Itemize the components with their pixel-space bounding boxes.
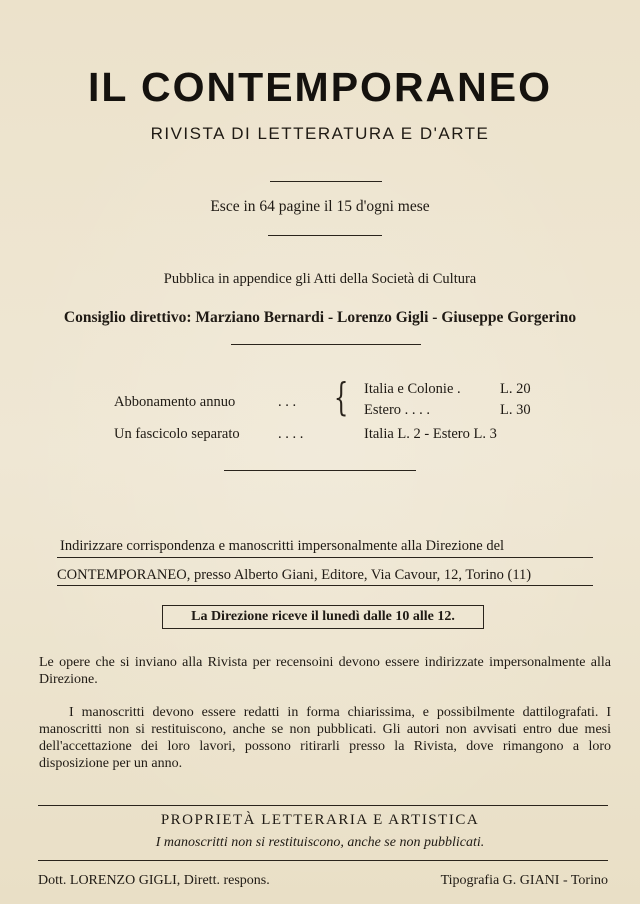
leader-dots: . . .	[278, 394, 297, 410]
divider	[38, 805, 608, 806]
property-subtitle: I manoscritti non si restituiscono, anche se non pubblicati.	[155, 835, 485, 850]
italy-rate-label: Italia e Colonie .	[364, 381, 461, 397]
reviews-note: Le opere che si inviano alla Rivista per recensoini devono essere indirizzate impersonalmente alla Direzione.	[39, 655, 611, 687]
underline	[57, 557, 593, 558]
editorial-board: Consiglio direttivo: Marziano Bernardi - Lorenzo Gigli - Giuseppe Gorgerino	[63, 309, 577, 326]
divider	[268, 235, 382, 236]
divider	[270, 181, 382, 182]
single-issue-prices: Italia L. 2 - Estero L. 3	[364, 426, 497, 442]
single-issue-label: Un fascicolo separato	[114, 426, 240, 442]
journal-title: IL CONTEMPORANEO	[87, 64, 553, 110]
address-line-1: Indirizzare corrispondenza e manoscritti impersonalmente alla Direzione del	[60, 538, 505, 554]
leader-dots: . . . .	[278, 426, 304, 442]
address-line-2: CONTEMPORANEO, presso Alberto Giani, Editore, Via Cavour, 12, Torino (11)	[57, 567, 532, 583]
divider	[224, 470, 416, 471]
brace: {	[333, 375, 349, 419]
director-credit: Dott. LORENZO GIGLI, Dirett. respons.	[38, 873, 270, 888]
italy-rate-price: L. 20	[500, 381, 531, 397]
underline	[57, 585, 593, 586]
journal-subtitle: RIVISTA DI LETTERATURA E D'ARTE	[150, 124, 490, 143]
abroad-rate-label: Estero . . . .	[364, 402, 431, 418]
abroad-rate-price: L. 30	[500, 402, 531, 418]
annual-subscription-label: Abbonamento annuo	[114, 394, 236, 410]
printer-credit: Tipografia G. GIANI - Torino	[440, 873, 608, 888]
office-hours-box: La Direzione riceve il lunedì dalle 10 alle 12.	[162, 605, 484, 629]
divider	[38, 860, 608, 861]
appendix-note: Pubblica in appendice gli Atti della Società di Cultura	[163, 271, 477, 287]
property-title: PROPRIETÀ LETTERARIA E ARTISTICA	[160, 812, 480, 828]
manuscripts-note: I manoscritti devono essere redatti in forma chiarissima, e possibilmente dattilografati. I manoscritti non si restituiscono, anche se non pubblicati. Gli autori non avvisati entro due mesi dell'accettazione dei loro lavori, possono ritirarli presso la Rivista, dove rimangono a loro disposizione per un anno.	[39, 705, 611, 771]
publication-schedule: Esce in 64 pagine il 15 d'ogni mese	[210, 198, 430, 215]
divider	[231, 344, 421, 345]
